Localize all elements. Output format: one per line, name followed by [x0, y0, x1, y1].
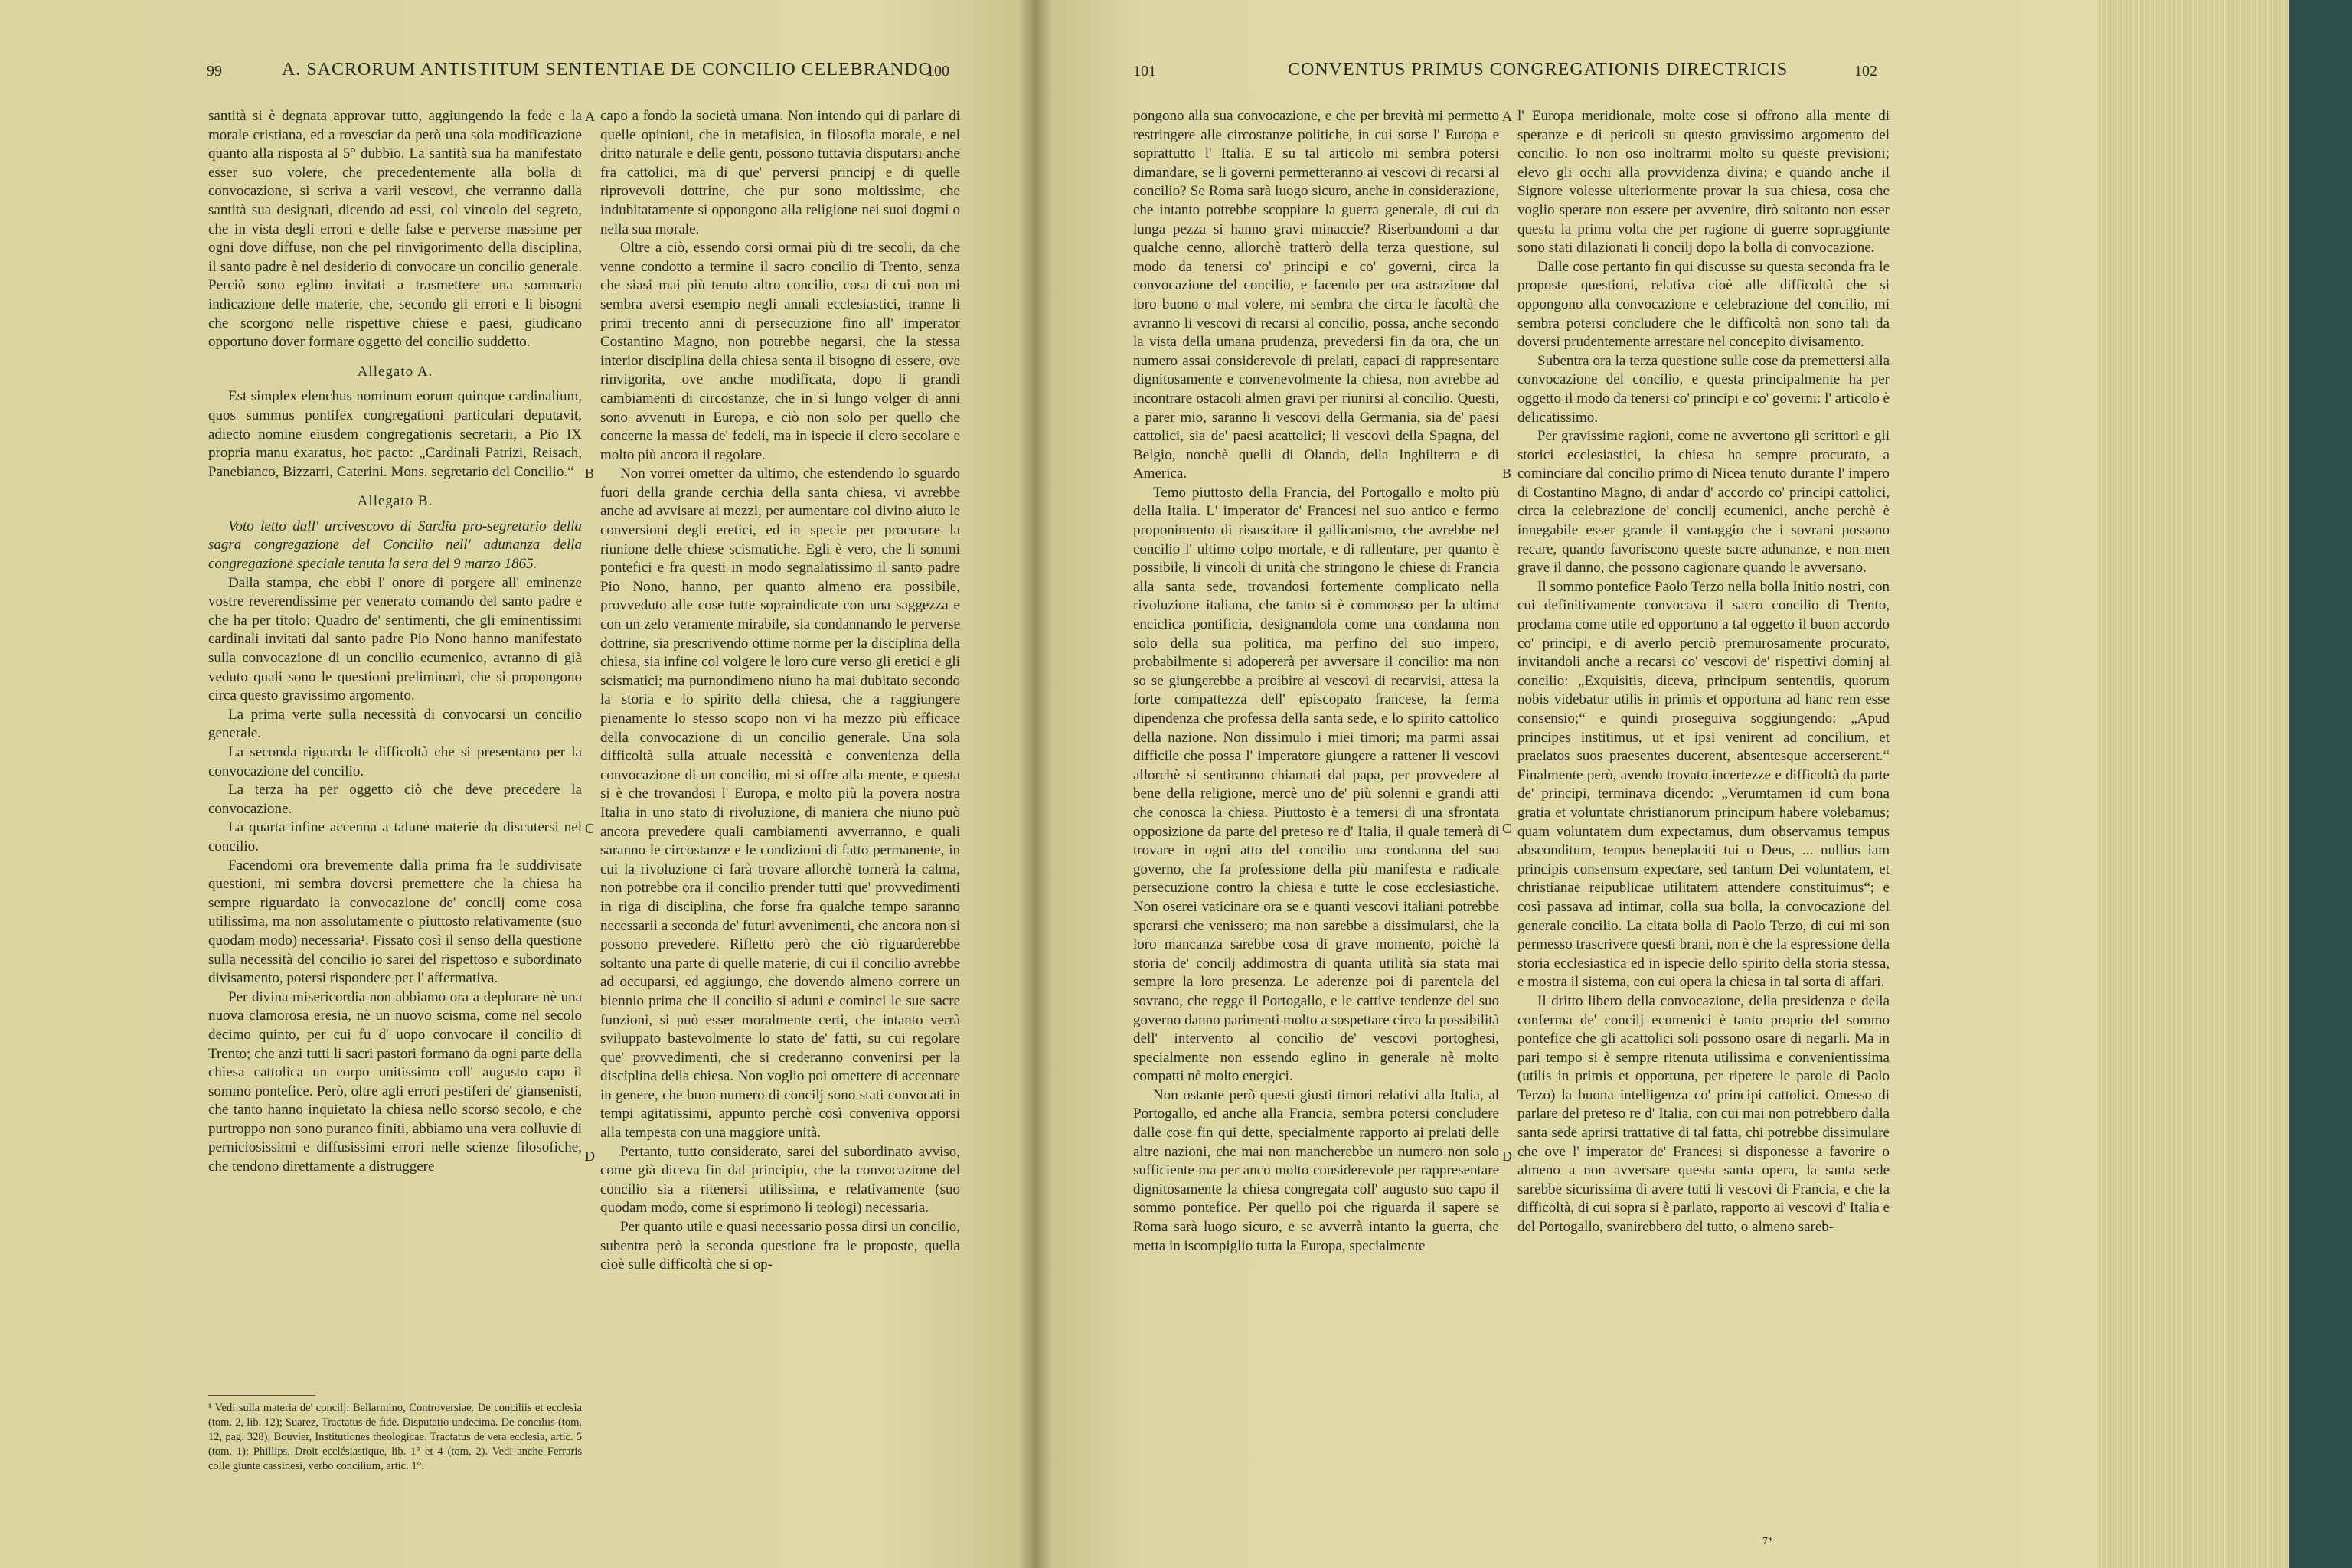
paragraph: pongono alla sua convocazione, e che per brevità mi permetto restringere alle circostanze politiche, in cui sorse l' Europa e soprattutto l' Italia. E su tal articolo mi sembra potersi dimandare, se li governi permetteranno ai vescovi di recarsi al concilio? Se Roma sarà luogo sicuro, anche in considerazione, che intanto potrebbe scoppiare la guerra generale, di cui da lunga pezza si hanno gravi minaccie? Riserbandomi a dar qualche cenno, allorchè tratterò della terza questione, sul modo da tenersi co' principi e co' governi, circa la convocazione del concilio, e facendo per ora astrazione dal loro buono o mal volere, mi sembra che circa le facoltà che avranno li vescovi di recarsi al concilio, possa, anche secondo la vista della umana prudenza, prevedersi fin da ora, che un numero assai considerevole di prelati, capaci di rappresentare dignitosamente e convenevolmente la chiesa, non avrebbe ad incontrare ostacoli almen gravi per riunirsi al concilio. Questi, a parer mio, saranno li vescovi della Germania, sia de' paesi cattolici, sia de' paesi acattolici; li vescovi della Spagna, del Belgio, nonchè quelli di Olanda, della Inghilterra e di America.: [1133, 108, 1499, 482]
footnote-rule: [208, 1395, 315, 1396]
column-right: [1517, 107, 1890, 1237]
paragraph: Oltre a ciò, essendo corsi ormai più di tre secoli, da che venne condotto a termine il sacro concilio di Trento, senza che siasi mai più tenuto altro concilio, cosa di cui non mi sembra aversi esempio negli annali ecclesiastici, tranne li primi trecento anni di persecuzione fino all' imperator Costantino Magno, non potrebbe negarsi, che la stessa interior disciplina della chiesa senta il bisogno di essere, ove rinvigorita, ove anche modificata, dopo li grandi cambiamenti di circostanze, che in sì lungo volger di anni sono avvenuti in Europa, e ciò non solo per quello che concerne la massa de' fedeli, ma in ispecie il clero secolare e molto più ancora il regolare.: [600, 240, 960, 463]
left-page: [0, 0, 1035, 1568]
paragraph: Il sommo pontefice Paolo Terzo nella bolla Initio nostri, con cui definitivamente convocava il sacro concilio di Trento, proclama come utile ed opportuno a tal oggetto il buon accordo co' principi, e di averlo perciò premurosamente procurato, invitandoli anche a recarsi co' vescovi de' rispettivi dominj al concilio: „Exquisitis, diceva, principum sententiis, quorum nobis videbatur utilis in primis et opportuna ad hanc rem esse consensio;“ e quindi proseguiva soggiungendo: „Apud principes institimus, ut et ipsi venirent ad concilium, et praelatos suos praesentes ducerent, absentesque accerserent.“ Finalmente però, avendo trovato incertezze e difficoltà da parte de' principi, terminava dicendo: „Verumtamen id cum bona gratia et voluntate christianorum principum habere volebamus; quam voluntatem dum expectamus, dum observamus tempus absconditum, tempus beneplaciti tui o Deus, ... nullius iam principis consensum expectare, sed tantum Dei voluntatem, et christianae reipublicae utilitatem attendere constituimus“; e così passava ad intimar, colla sua bolla, la convocazione del generale concilio. La citata bolla di Paolo Terzo, di cui mi son permesso trascrivere questi brani, non è che la espressione della storia ecclesiastica ed in ispecie dello spirito della storia stessa, e mostra il sistema, con cui opera la chiesa in tal sorta di affari.: [1517, 578, 1890, 991]
paragraph: Facendomi ora brevemente dalla prima fra le suddivisate questioni, mi sembra doversi premettere che la chiesa ha sempre riguardato la convocazione de' concilj come cosa utilissima, ma non assolutamente o piuttosto relativamente (suo quodam modo) necessaria¹. Fissato così il senso della questione sulla necessità del concilio io sarei del rispettoso e subordinato divisamento, potersi rispondere per l' affermativa.: [208, 857, 582, 987]
paragraph: Est simplex elenchus nominum eorum quinque cardinalium, quos summus pontifex congregationi particulari deputavit, adiecto nomine eiusdem congregationis secretarii, a Pio IX propria manu exaratus, hoc pacto: „Cardinali Patrizi, Reisach, Panebianco, Bizzarri, Caterini. Mons. segretario del Concilio.“: [208, 388, 582, 480]
paragraph: Il dritto libero della convocazione, della presidenza e della conferma de' concilj ecumenici è tanto proprio del sommo pontefice che gli acattolici soli possono osare di negarli. Ma in pari tempo si è sempre ritenuta utilissima e convenientissima (utilis in primis et opportuna, per ripetere le parole di Paolo Terzo) la buona intelligenza co' principi cattolici. Omesso di parlare del preteso re d' Italia, con cui mai non potrebbero dalla santa sede aprirsi trattative di tal fatta, chi potrebbe dissimulare che ove l' imperator de' Francesi si disponesse a favorire o almeno a non avversare questa santa opera, la santa sede sarebbe sicurissima di avere tutti li vescovi di Francia, e che la difficoltà, di cui sopra si è parlato, rapporto ai vescovi d' Italia e del Portogallo, svanirebbero del tutto, o almeno sareb-: [1517, 992, 1890, 1236]
page-number: 101: [1133, 63, 1156, 80]
margin-marker: A: [585, 109, 595, 124]
background-edge: [2289, 0, 2352, 1568]
paragraph: l' Europa meridionale, molte cose si offrono alla mente di speranze e di pericoli su questo gravissimo argomento del concilio. Io non oso inoltrarmi molto su queste previsioni; elevo gli occhi alla provvidenza divina; e quando anche il Signore volesse ulteriormente provar la sua chiesa, cosa che voglio sperare non essere per avvenire, dirò soltanto non esser questa la prima volta che per ragione di guerre sopraggiunte sono stati dilazionati li concilj dopo la bolla di convocazione.: [1517, 108, 1890, 256]
margin-marker: D: [585, 1148, 595, 1164]
paragraph: Pertanto, tutto considerato, sarei del subordinato avviso, come già diceva fin dal principio, che la convocazione del concilio sia a ritenersi utilissima, e relativamente (suo quodam modo, come si esprimono li teologi) necessaria.: [600, 1143, 960, 1217]
margin-marker: A: [1502, 109, 1512, 124]
margin-marker: D: [1502, 1148, 1512, 1164]
paragraph: Temo piuttosto della Francia, del Portogallo e molto più della Italia. L' imperator de' Francesi nel suo antico e fermo proponimento di risuscitare il gallicanismo, che avrebbe nel concilio l' ultimo colpo mortale, e di rallentare, per quanto è possibile, li vincoli di unità che stringono le chiese di Francia alla santa sede, trovandosi fortemente complicato nella rivoluzione italiana, che tanto si è commosso per la ultima enciclica pontificia, designandola come una condanna non solo della sua politica, ma perfino del suo impero, probabilmente si adopererà per avversare il concilio: ma non so se giungerebbe a proibire ai vescovi di recarvisi, attesa la forte compattezza dell' episcopato francese, la ferma dipendenza che professa della santa sede, e lo spirito cattolico della nazione. Non dissimulo i miei timori; ma parmi assai difficile che possa l' imperatore giungere a rattener li vescovi allorchè si sentiranno chiamati dal papa, per provvedere al bene della religione, mercè uno de' più solenni e grandi atti che conosca la chiesa. Piuttosto è a temersi di una sfrontata opposizione da parte del preteso re d' Italia, il quale temerà di trovare in ogni atto del concilio una condanna del suo governo, che fa professione della più manifesta e radicale persecuzione contro la chiesa e tutte le cose ecclesiastiche. Non oserei vaticinare ora se e quanti vescovi italiani potrebbe sperarsi che venissero; ma non sarebbe a dissimularsi, che la loro mancanza sarebbe cosa di grave momento, poichè la storia de' concilj addimostra di quanta utilità sia stata mai sempre la loro presenza. Le aderenze poi di parentela del sovrano, che regge il Portogallo, e le cattive tendenze del suo governo danno parimenti molto a sospettare circa la possibilità dell' intervento al concilio de' vescovi portoghesi, specialmente non essendo eglino in generale nè molto compatti nè molto energici.: [1133, 484, 1499, 1085]
gutter-shadow: [1018, 0, 1052, 1568]
page-number: 99: [207, 63, 222, 80]
paragraph: Non ostante però questi giusti timori relativi alla Italia, al Portogallo, ed anche alla Francia, sembra potersi concludere dalle cose fin qui dette, specialmente rapporto ai prelati delle altre nazioni, che mai non mancherebbe un numero non solo sufficiente ma per anco molto considerevole per rappresentare dignitosamente la chiesa congregata coll' augusto suo capo il sommo pontefice. Per quello poi che riguarda il sapere se Roma sarà luogo sicuro, e se avverrà intanto la guerra, che metta in iscompiglio tutta la Europa, specialmente: [1133, 1086, 1499, 1254]
page-edges: [2098, 0, 2297, 1568]
signature-mark: 7*: [1762, 1536, 1773, 1547]
margin-marker: C: [585, 821, 595, 836]
paragraph: Subentra ora la terza questione sulle cose da premettersi alla convocazione del concilio, e questa principalmente ha per oggetto il modo da tenersi co' principi e co' governi: l' articolo è delicatissimo.: [1517, 352, 1890, 426]
paragraph: Non vorrei ometter da ultimo, che estendendo lo sguardo fuori della grande cerchia della santa chiesa, vi avrebbe anche ad avvisare ai mezzi, per aumentare col divino aiuto le conversioni degli eretici, ed in specie per procurare la riunione delle chiese scismatiche. Egli è vero, che li sommi pontefici e fra questi in modo segnalatissimo il santo padre Pio Nono, hanno, per quanto almeno era possibile, provveduto alle cose tutte sopraindicate con una saggezza e con un zelo veramente mirabile, sia condannando le perverse dottrine, sia prescrivendo ottime norme per la disciplina della chiesa, sia infine col volgere le loro cure verso gli eretici e gli scismatici; ma purnondimeno niuno ha mai dubitato secondo la storia e lo spirito della chiesa, che a raggiungere pienamente lo stesso scopo non vi ha mezzo più efficace della convocazione di un concilio generale. Una sola difficoltà sulla attuale necessità e convenienza della convocazione di un concilio, mi si offre alla mente, e questa si è che trovandosi l' Europa, e molto più la povera nostra Italia in uno stato di rivoluzione, di maniera che niuno può ancora prevedere quali cambiamenti avverranno, e quali saranno le circostanze e le condizioni di fatto permanente, in cui la rivoluzione ci farà trovare allorchè tornerà la calma, non potrebbe ora il concilio prender tutti que' provvedimenti in riga di disciplina, che forse fra qualche tempo saranno necessarii a seconda de' futuri avvenimenti, che ancora non si possono prevedere. Rifletto però che ciò riguarderebbe soltanto una parte di quelle materie, di cui il concilio avrebbe ad occuparsi, ed aggiungo, che dovendo almeno correre un biennio prima che il concilio si aduni e cominci le sue sacre funzioni, si può esser moralmente certi, che intanto verrà sviluppato bastevolmente lo stato de' fatti, su cui regolare que' provvedimenti, che si crederanno convenirsi per la disciplina della chiesa. Non voglio poi omettere di accennare in genere, che buon numero di concilj sono stati convocati in tempi agitatissimi, appunto perchè così conveniva opporsi alla tempesta con una maggiore unità.: [600, 466, 960, 1142]
section-heading: Allegato B.: [357, 493, 433, 510]
column-left: [1133, 107, 1499, 1256]
paragraph: La quarta infine accenna a talune materie da discutersi nel concilio.: [208, 819, 582, 854]
right-page: [1035, 0, 2136, 1568]
paragraph: capo a fondo la società umana. Non intendo qui di parlare di quelle opinioni, che in metafisica, in filosofia morale, e nel dritto naturale e delle genti, possono tuttavia disputarsi anche fra cattolici, ma di que' perversi principj e di quelle riprovevoli dottrine, che pur sono moltissime, che indubitatamente si oppongono alla religione nei suoi dogmi o nella sua morale.: [600, 108, 960, 237]
paragraph: Per quanto utile e quasi necessario possa dirsi un concilio, subentra però la seconda questione fra le proposte, quella cioè sulle difficoltà che si op-: [600, 1219, 960, 1273]
page-number: 100: [926, 63, 949, 80]
column-right: [600, 107, 960, 1275]
paragraph: La seconda riguarda le difficoltà che si presentano per la convocazione del concilio.: [208, 744, 582, 779]
page-number: 102: [1854, 63, 1877, 80]
margin-marker: B: [1502, 466, 1512, 481]
running-head: CONVENTUS PRIMUS CONGREGATIONIS DIRECTRICIS: [1288, 60, 1788, 80]
footnote: ¹ Vedi sulla materia de' concilj: Bellarmino, Controversiae. De conciliis et ecclesia (tom. 2, lib. 12); Suarez, Tractatus de fide. Disputatio undecima. De conciliis (tom. 12, pag. 328); Bouvier, Institutiones theologicae. Tractatus de vera ecclesia, artic. 5 (tom. 1); Phillips, Droit ecclésiastique, lib. 1° et 4 (tom. 2). Vedi anche Ferraris colle giunte cassinesi, verbo concilium, artic. 1°.: [208, 1402, 582, 1472]
document-title: Voto letto dall' arcivescovo di Sardia pro-segretario della sagra congregazione del Concilio nell' adunanza della congregazione speciale tenuta la sera del 9 marzo 1865.: [208, 518, 582, 573]
paragraph: Dalla stampa, che ebbi l' onore di porgere all' eminenze vostre reverendissime per venerato comando del santo padre e che ha per titolo: Quadro de' sentimenti, che gli eminentissimi cardinali invitati dal santo padre Pio Nono hanno manifestato sulla convocazione di un concilio ecumenico, avranno di già veduto quali sono le questioni preliminari, che si propongono circa questo gravissimo argomento.: [208, 574, 582, 704]
paragraph: Per divina misericordia non abbiamo ora a deplorare nè una nuova clamorosa eresia, nè un nuovo scisma, come nel secolo decimo quinto, per cui fu d' uopo convocare il concilio di Trento; che anzi tutti li sacri pastori formano da ogni parte della chiesa cattolica un corpo unitissimo coll' augusto capo il sommo pontefice. Però, oltre agli errori pestiferi de' giansenisti, che tanto hanno inquietato la chiesa nello scorso secolo, e che purtroppo non sono puranco finiti, abbiamo una vera colluvie di perniciosissimi e diffusissimi errori nelle scienze filosofiche, che tendono direttamente a distruggere: [208, 988, 582, 1175]
margin-marker: C: [1502, 821, 1512, 836]
paragraph: Dalle cose pertanto fin qui discusse su questa seconda fra le proposte questioni, relativa cioè alle difficoltà che si oppongono alla convocazione e celebrazione del concilio, mi sembra potersi concludere che le difficoltà non sono tali da doversi prudentemente arrestare nel concepito divisamento.: [1517, 258, 1890, 351]
column-left: [208, 107, 582, 1177]
section-heading: Allegato A.: [357, 363, 433, 380]
margin-marker: B: [585, 466, 595, 481]
paragraph: La terza ha per oggetto ciò che deve precedere la convocazione.: [208, 782, 582, 817]
paragraph: La prima verte sulla necessità di convocarsi un concilio generale.: [208, 706, 582, 742]
paragraph: Per gravissime ragioni, come ne avvertono gli scrittori e gli storici ecclesiastici, la chiesa ha sempre procurato, a cominciare dal concilio primo di Nicea tenuto durante l' impero di Costantino Magno, di andar d' accordo co' principi cattolici, circa la celebrazione de' concilj ecumenici, anche perchè è innegabile esser grande il vantaggio che i sovrani possono recare, quando favoriscono queste sacre adunanze, e non men grave il danno, che possono cagionare quando le avversano.: [1517, 428, 1890, 577]
running-head: A. SACRORUM ANTISTITUM SENTENTIAE DE CONCILIO CELEBRANDO: [282, 60, 933, 80]
paragraph: santità si è degnata approvar tutto, aggiungendo la fede e la morale cristiana, ed a rovesciar da però una sola modificazione quanto alla risposta al 5° dubbio. La santità sua ha manifestato esser suo volere, che precedentemente alla bolla di convocazione, si scriva a varii vescovi, che verranno dalla santità sua designati, dicendo ad essi, col vincolo del segreto, che in vista degli errori e delle false e perverse massime per ogni dove diffuse, non che pel rinvigorimento della disciplina, il santo padre è nel desiderio di convocare un concilio generale. Perciò sono eglino invitati a trasmettere una sommaria indicazione delle materie, che, secondo gli errori e li bisogni che scorgono nelle rispettive chiese e paesi, giudicano opportuno dover formare oggetto del concilio suddetto.: [208, 108, 582, 351]
